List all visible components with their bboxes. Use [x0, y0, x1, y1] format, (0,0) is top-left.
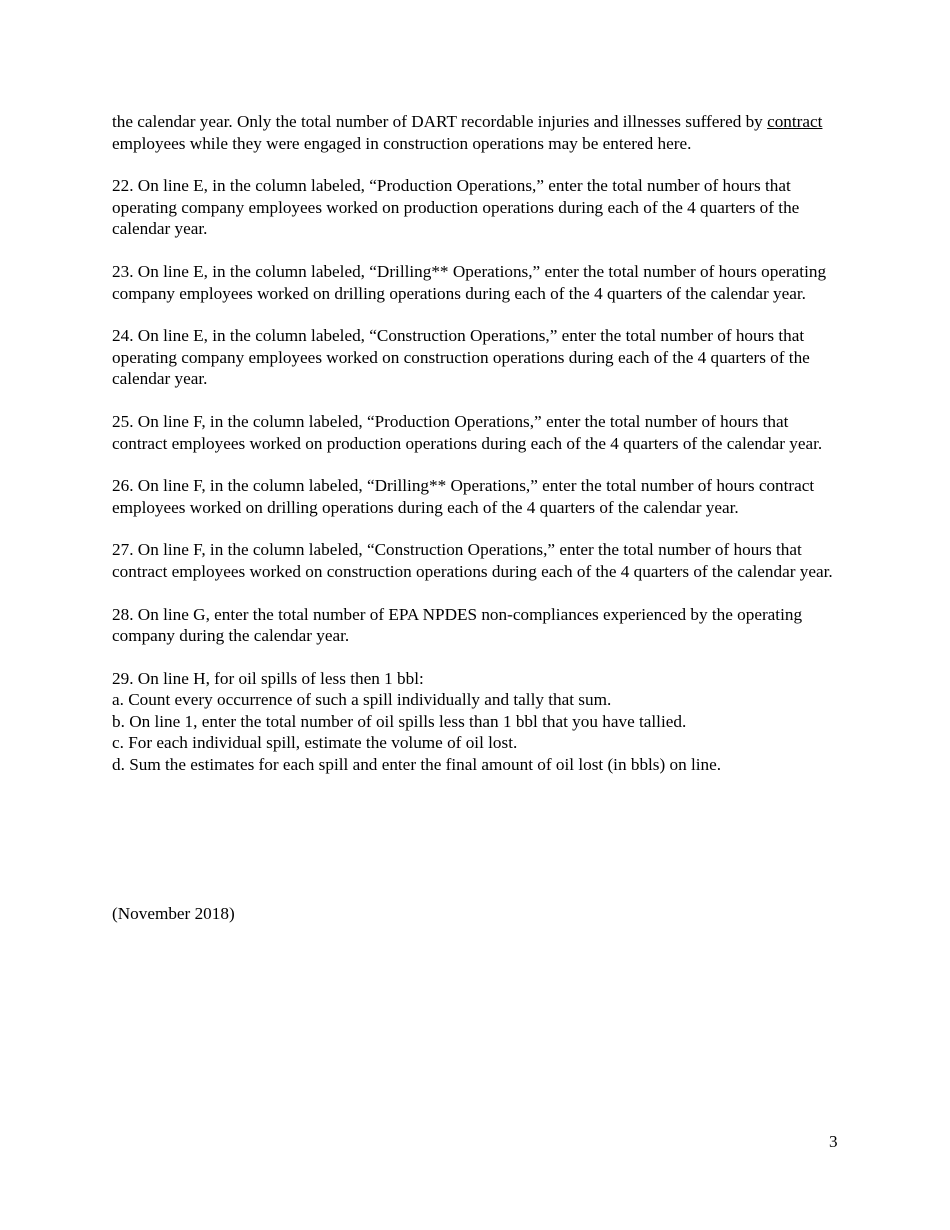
item-29-step-d: d. Sum the estimates for each spill and enter the final amount of oil lost (in bbls) on line.	[112, 755, 722, 775]
paragraph-28: 28. On line G, enter the total number of EPA NPDES non-compliances experienced by the operating company during the calendar year.	[112, 604, 803, 646]
revision-date: (November 2018)	[112, 904, 235, 923]
item-29	[112, 668, 840, 776]
document-body	[112, 111, 840, 776]
item-29-heading: 29. On line H, for oil spills of less then 1 bbl:	[112, 668, 424, 688]
paragraph-27: 27. On line F, in the column labeled, “Construction Operations,” enter the total number of hours that contract employees worked on construction operations during each of the 4 quarters of the calendar year.	[112, 540, 833, 581]
paragraph-24: 24. On line E, in the column labeled, “Construction Operations,” enter the total number of hours that operating company employees worked on construction operations during each of the 4 quarters of the calendar year.	[112, 326, 810, 389]
paragraph-25: 25. On line F, in the column labeled, “Production Operations,” enter the total number of hours that contract employees worked on production operations during each of the 4 quarters of the calendar year.	[112, 411, 823, 453]
page-number: 3	[829, 1132, 838, 1151]
paragraph-21-text-before: the calendar year. Only the total number of DART recordable injuries and illnesses suffered by	[112, 112, 768, 131]
item-29-step-a: a. Count every occurrence of such a spill individually and tally that sum.	[112, 690, 612, 710]
item-29-step-c: c. For each individual spill, estimate the volume of oil lost.	[112, 733, 518, 753]
item-29-step-b: b. On line 1, enter the total number of oil spills less than 1 bbl that you have tallied.	[112, 711, 687, 731]
paragraph-26: 26. On line F, in the column labeled, “Drilling** Operations,” enter the total number of hours contract employees worked on drilling operations during each of the 4 quarters of the calendar year.	[112, 476, 815, 517]
paragraph-21-continuation	[112, 111, 840, 154]
paragraph-21-text-after: employees while they were engaged in construction operations may be entered here.	[112, 133, 692, 153]
underlined-word-contract: contract	[767, 112, 823, 131]
paragraph-22: 22. On line E, in the column labeled, “Production Operations,” enter the total number of hours that operating company employees worked on production operations during each of the 4 quarters of the calendar year.	[112, 176, 800, 239]
paragraph-23: 23. On line E, in the column labeled, “Drilling** Operations,” enter the total number of hours operating company employees worked on drilling operations during each of the 4 quarters of the calendar year.	[112, 261, 827, 303]
